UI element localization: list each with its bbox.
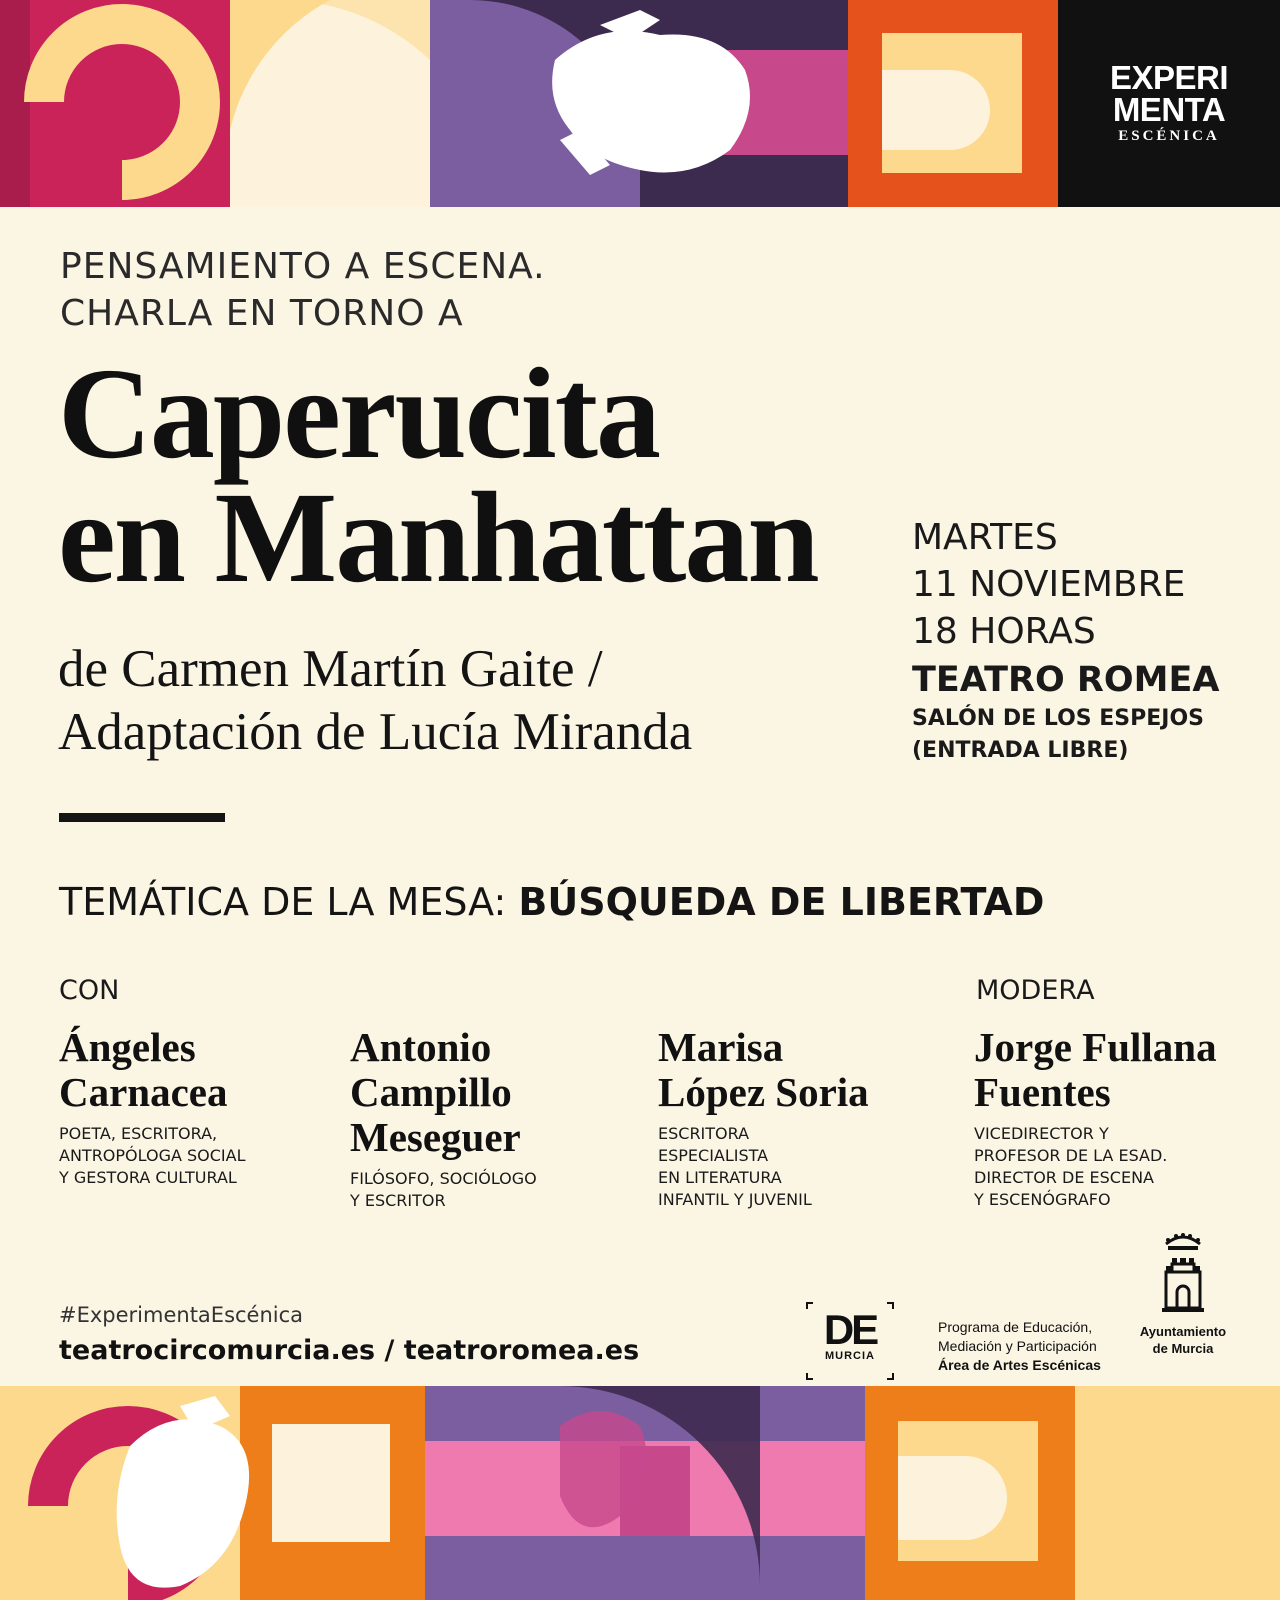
logo-corner: [806, 1302, 813, 1309]
ayuntamiento-murcia-logo: [1133, 1232, 1233, 1357]
logo-line-1: EXPERI: [1109, 59, 1229, 96]
de-logo-city: MURCIA: [825, 1350, 875, 1362]
speaker-name: [658, 1025, 869, 1115]
kicker-line-2: CHARLA EN TORNO A: [60, 293, 464, 334]
speaker-role: [59, 1123, 246, 1189]
hashtag: #ExperimentaEscénica: [59, 1303, 304, 1327]
logo-line-2: MENTA: [1112, 91, 1226, 128]
speaker-role-line: Y GESTORA CULTURAL: [59, 1168, 237, 1187]
speaker-card: [350, 1025, 537, 1212]
logo-corner: [887, 1373, 894, 1380]
bottom-pattern-graphic: [0, 1386, 1280, 1600]
speaker-name-line: Campillo: [350, 1069, 512, 1115]
speaker-card: [658, 1025, 869, 1211]
divider-rule: [59, 813, 225, 822]
speaker-role-line: FILÓSOFO, SOCIÓLOGO: [350, 1169, 537, 1188]
bottom-decorative-band: [0, 1386, 1280, 1600]
authors-line-1: de Carmen Martín Gaite /: [58, 640, 603, 698]
website-links[interactable]: teatrocircomurcia.es / teatroromea.es: [59, 1335, 640, 1366]
moderator-name: [974, 1025, 1217, 1115]
program-line-1: Programa de Educación,: [938, 1319, 1093, 1335]
logo-corner: [806, 1373, 813, 1380]
moderator-label: MODERA: [976, 975, 1095, 1006]
program-line-3: Área de Artes Escénicas: [938, 1357, 1101, 1373]
with-label: CON: [59, 975, 120, 1006]
speaker-role-line: Y ESCRITOR: [350, 1191, 446, 1210]
speaker-name-line: Carnacea: [59, 1069, 228, 1115]
event-venue: TEATRO ROMEA: [912, 660, 1220, 700]
event-time: 18 HORAS: [912, 611, 1096, 652]
event-room: SALÓN DE LOS ESPEJOS: [912, 706, 1205, 731]
logo-line-3: ESCÉNICA: [1118, 128, 1220, 144]
top-decorative-band: [0, 0, 1280, 207]
speaker-name-line: López Soria: [658, 1069, 869, 1115]
speaker-card: [59, 1025, 246, 1189]
speaker-name-line: Meseguer: [350, 1114, 521, 1160]
castle-crest-icon: [1158, 1232, 1208, 1314]
moderator-name-line: Jorge Fullana: [974, 1024, 1217, 1070]
kicker-line-1: PENSAMIENTO A ESCENA.: [60, 246, 546, 287]
event-entry: (ENTRADA LIBRE): [912, 738, 1129, 763]
moderator-role: [974, 1123, 1217, 1211]
logo-corner: [887, 1302, 894, 1309]
de-murcia-logo: [806, 1302, 894, 1380]
moderator-name-line: Fuentes: [974, 1069, 1111, 1115]
event-title: [58, 342, 818, 610]
event-details: [912, 514, 1219, 767]
speaker-role-line: EN LITERATURA: [658, 1168, 782, 1187]
moderator-role-line: VICEDIRECTOR Y: [974, 1124, 1109, 1143]
speaker-role-line: ESCRITORA: [658, 1124, 750, 1143]
speaker-role-line: INFANTIL Y JUVENIL: [658, 1190, 812, 1209]
theme-heading: [59, 880, 1044, 924]
authors-text: [58, 638, 692, 764]
event-date: 11 NOVIEMBRE: [912, 564, 1186, 605]
speaker-name: [59, 1025, 246, 1115]
speaker-role-line: ESPECIALISTA: [658, 1146, 769, 1165]
experimenta-escenica-logo: [1058, 0, 1280, 207]
city-hall-line-2: de Murcia: [1152, 1341, 1214, 1356]
speaker-role-line: POETA, ESCRITORA,: [59, 1124, 218, 1143]
program-line-2: Mediación y Participación: [938, 1338, 1097, 1354]
moderator-role-line: PROFESOR DE LA ESAD.: [974, 1146, 1168, 1165]
moderator-card: [974, 1025, 1217, 1211]
title-line-1: Caperucita: [58, 342, 659, 486]
speaker-name-line: Antonio: [350, 1024, 492, 1070]
city-hall-line-1: Ayuntamiento: [1139, 1324, 1227, 1339]
speaker-role: [350, 1168, 537, 1212]
city-hall-name: [1133, 1323, 1233, 1357]
speaker-role-line: ANTROPÓLOGA SOCIAL: [59, 1146, 246, 1165]
program-credit: [938, 1318, 1101, 1375]
event-day: MARTES: [912, 517, 1058, 558]
authors-line-2: Adaptación de Lucía Miranda: [58, 703, 693, 761]
speaker-role: [658, 1123, 869, 1211]
moderator-role-line: Y ESCENÓGRAFO: [974, 1190, 1111, 1209]
theme-value: BÚSQUEDA DE LIBERTAD: [518, 880, 1045, 924]
theme-prefix: TEMÁTICA DE LA MESA:: [59, 880, 507, 924]
speaker-name: [350, 1025, 537, 1160]
speaker-name-line: Marisa: [658, 1024, 784, 1070]
kicker-text: [60, 243, 546, 337]
title-line-2: en Manhattan: [58, 466, 818, 610]
speaker-name-line: Ángeles: [59, 1024, 196, 1070]
de-logo-text: DE: [823, 1306, 877, 1353]
moderator-role-line: DIRECTOR DE ESCENA: [974, 1168, 1154, 1187]
